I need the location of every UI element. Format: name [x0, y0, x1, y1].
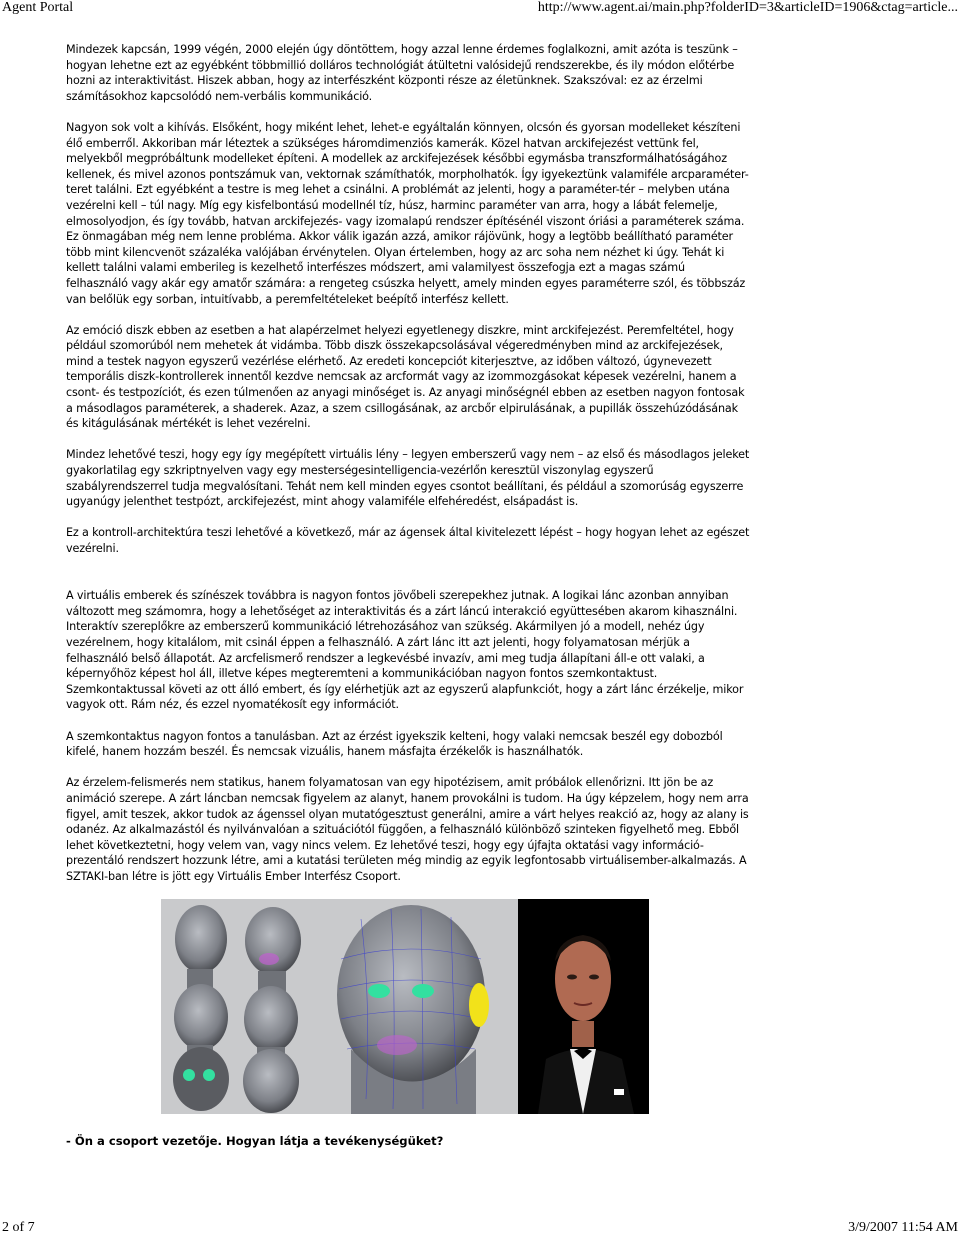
rendered-avatar-image: [518, 899, 649, 1114]
large-wireframe-head: [337, 905, 489, 1114]
virtual-human-figure: [161, 899, 649, 1114]
browser-print-footer: [0, 1220, 960, 1238]
small-head-6: [243, 1049, 299, 1113]
wireframe-heads-image: [161, 899, 518, 1114]
interview-question-heading: - Ön a csoport vezetője. Hogyan látja a tevékenységüket?: [66, 1134, 444, 1148]
paragraph-3: Az emóció diszk ebben az esetben a hat alapérzelmet helyezi egyetlenegy diszkre, mint arckifejezést. Peremfeltétel, hogy például szomorúból nem mehetek át vidámba. Több diszk összekapcsolásával végeredményben mind az arckifejezések, mind a testek nagyon egyszerű vezérlése elérhető. Az eredeti koncepciót kiterjesztve, az időben változó, úgynevezett temporális diszk-kontrollerek innentől kezdve nemcsak az arcformát vagy az izommozgásokat képesek vezérelni, hanem a csont- és testpozíciót, és ezen túlmenően az anyagi minőséget is. Az anyagi minőségnél ebben az esetben nagyon fontosak a másodlagos paraméterek, a shaderek. Azaz, a szem csillogásának, az arcbőr elpirulásának, a pupillák összehúzódásának és kitágulásának mértékét is lehet vezérelni.: [66, 323, 745, 431]
paragraph-1: Mindezek kapcsán, 1999 végén, 2000 elején úgy döntöttem, hogy azzal lenne érdemes foglalkozni, amit azóta is teszünk – hogyan lehetne ezt az egyébként többmillió dolláros technológiát átültetni valósidejű rendszerekbe, és ily módon előtérbe hozni az interaktivitást. Hiszek abban, hogy az interfészként központi része az életünknek. Szakszóval: ez az érzelmi számításokhoz kapcsolódó nem-verbális kommunikáció.: [66, 43, 738, 103]
paragraph-6: A virtuális emberek és színészek továbbra is nagyon fontos jövőbeli szerepekhez jutnak. A logikai lánc azonban annyiban változott meg számomra, hogy a lehetőséget az interaktivitás és a zárt láncú interakció együttesében akarom kihasználni. Interaktív szereplőkre az emberszerű kommunikáció létrehozásához van szükség. Akármilyen jó a modell, nehéz úgy vezérelnem, hogy kitalálom, mit csinál éppen a felhasználó. A zárt lánc itt azt jelenti, hogy folyamatosan mérjük a felhasználó belső állapotát. Az arcfelismerő rendszer a legkevésbé invazív, ami meg tudja állapítani áll-e ott valaki, a képernyőhöz képest hol áll, illetve képes megteremteni a kommunikációban nagyon fontos szemkontaktust. Szemkontaktussal követi az ott álló embert, és így elérhetjük azt az egyszerű alapfunkciót, hogy a zárt lánc érzékelje, mikor vagyok ott. Rám néz, és ezzel nyomatékosít egy információt.: [66, 589, 744, 712]
small-head-5: [173, 1047, 229, 1111]
print-datetime: 3/9/2007 11:54 AM: [848, 1220, 958, 1235]
page-number: 2 of 7: [2, 1220, 35, 1235]
paragraph-8: Az érzelem-felismerés nem statikus, hanem folyamatosan van egy hipotézisem, amit próbálok ellenőrizni. Itt jön be az animáció szerepe. A zárt láncban nemcsak figyelem az alanyt, hanem provokálni is tudom. Ha úgy képzelem, hogy nem arra figyel, amit teszek, akkor tudok az ágenssel olyan mutatógesztust generálni, amire a várt helyes reakció az, hogy az alany is odanéz. Az alkalmazástól és nyilvánvalóan a szituációtól függően, a felhasználó különböző szinteken figyelhető meg. Ebből lehet következtetni, hogy velem van, vagy nincs velem. Ez lehetővé teszi, hogy egy újfajta oktatási vagy információ-prezentáló rendszert hozzunk létre, ami a kutatási területen még mindig az egyik legfontosabb virtuálisember-alkalmazás. A SZTAKI-ban létre is jött egy Virtuális Ember Interfész Csoport.: [66, 776, 749, 883]
paragraph-5: Ez a kontroll-architektúra teszi lehetővé a következő, már az ágensek által kivitelezett lépést – hogy hogyan lehet az egészet vezérelni.: [66, 526, 750, 555]
article-body: [66, 42, 750, 900]
paragraph-2: Nagyon sok volt a kihívás. Elsőként, hogy miként lehet, lehet-e egyáltalán könnyen, olcsón és gyorsan modelleket készíteni élő emberről. Akkoriban már léteztek a szükséges háromdimenziós kamerák. Közel hatvan arckifejezést vettünk fel, melyekből megpróbáltunk modelleket építeni. A modellek az arckifejezések későbbi egymásba transzformálhatóságához kellenek, és mivel azonos pontszámuk van, vektornak számíthatók, morpholhatók. Így igyekeztünk valamiféle arcparaméter-teret találni. Ezt egyébként a testre is meg lehet a csinálni. A problémát az jelenti, hogy a paraméter-tér – melyben utána vezérelni kell – túl nagy. Míg egy kisfelbontású modellnél tíz, húsz, harminc paraméter van arra, hogy a lábát felemelje, elmosolyodjon, és így tovább, hatvan arckifejezés- vagy izomalapú rendszer építésénél viszont óriási a paraméterek száma. Ez önmagában még nem lenne probléma. Akkor válik igazán azzá, amikor rájövünk, hogy a legtöbb beállítható paraméter több mint kilencvenöt százaléka valójában érvénytelen. Olyan értelemben, hogy az arc soha nem nézhet ki úgy. Tehát ki kellett találni valami emberileg is kezelhető interfészes módszert, ami valamilyest összefogja ezt a magas számú felhasználó vagy akár egy amatőr számára: a rengeteg csúszka helyett, amely minden egyes paraméterre szól, és többszáz van belőlük egy sorban, intuitívabb, a peremfeltételeket beépítő interfész kellett.: [66, 120, 749, 306]
page-title: Agent Portal: [2, 0, 74, 15]
paragraph-7: A szemkontaktus nagyon fontos a tanulásban. Azt az érzést igyekszik kelteni, hogy valaki nemcsak beszél egy dobozból kifelé, hanem hozzám beszél. És nemcsak vizuális, hanem másfajta érzékelők is használhatók.: [66, 729, 723, 759]
head-models-panel: [161, 899, 518, 1114]
page-url: http://www.agent.ai/main.php?folderID=3&articleID=1906&ctag=article...: [537, 0, 958, 15]
section-gap: [66, 572, 750, 588]
browser-print-header: [0, 0, 960, 18]
paragraph-4: Mindez lehetővé teszi, hogy egy így megépített virtuális lény – legyen emberszerű vagy nem – az első és másodlagos jeleket gyakorlatilag egy szkriptnyelven vagy egy mesterségesintelligencia-vezérlőn keresztül viszonylag egyszerű szabályrendszerrel tudja megvalósítani. Tehát nem kell minden egyes csontot beállítani, és például a szomorúság egyszerre ugyanúgy jelenthet testpózt, arckifejezést, mint ahogy valamiféle elfehéredést, elsápadást is.: [66, 448, 750, 509]
rendered-avatar-panel: [518, 899, 649, 1114]
